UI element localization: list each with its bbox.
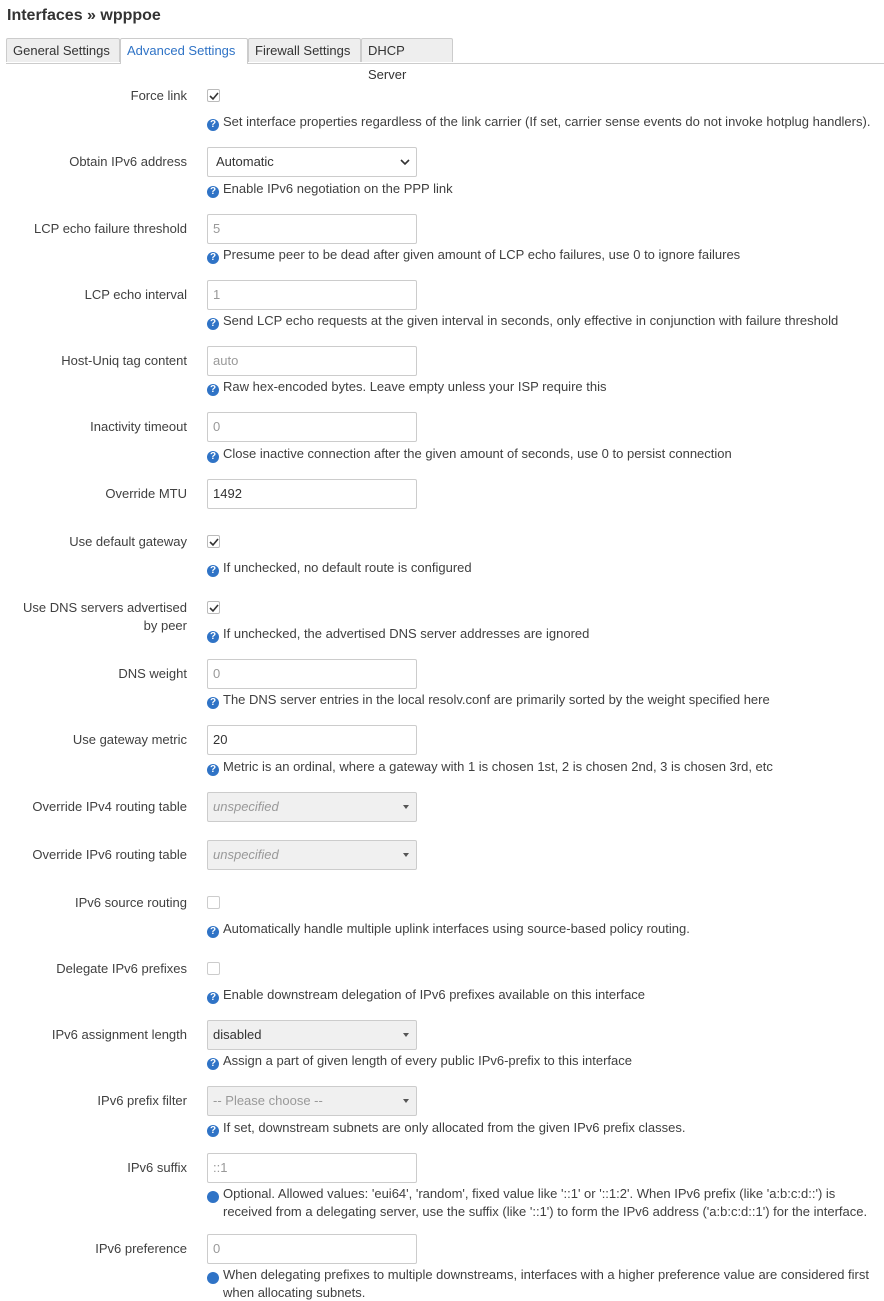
obtain-ipv6-value: Automatic	[216, 154, 274, 169]
ipv6-suffix-input[interactable]	[207, 1153, 417, 1183]
page-title: Interfaces » wpppoe	[7, 7, 161, 24]
gateway-metric-label: Use gateway metric	[72, 732, 187, 747]
question-circle-icon: ?	[207, 764, 219, 776]
ipv6-preference-input[interactable]	[207, 1234, 417, 1264]
default-gateway-checkbox[interactable]	[207, 535, 220, 548]
lcp-interval-input[interactable]	[207, 280, 417, 310]
tab-advanced-settings[interactable]: Advanced Settings	[120, 38, 248, 64]
question-circle-icon: ?	[207, 318, 219, 330]
lcp-interval-placeholder: 1	[213, 287, 221, 302]
ipv6-preference-help	[201, 1266, 883, 1301]
question-circle-icon: ?	[207, 631, 219, 643]
help-text: Enable IPv6 negotiation on the PPP link	[223, 181, 453, 196]
dns-weight-label: DNS weight	[118, 666, 187, 681]
ipv6-table-value: unspecified	[213, 847, 279, 862]
tab-bar	[6, 38, 884, 82]
peer-dns-label: Use DNS servers advertised by peer	[23, 600, 187, 633]
lcp-interval-label: LCP echo interval	[84, 287, 187, 302]
checkmark-icon	[209, 537, 219, 547]
inactivity-placeholder: 0	[213, 419, 221, 434]
force-link-help	[207, 113, 877, 131]
ipv6-preference-label: IPv6 preference	[95, 1241, 187, 1256]
ipv6-source-routing-checkbox[interactable]	[207, 896, 220, 909]
checkmark-icon	[209, 603, 219, 613]
ipv6-source-routing-help	[207, 920, 877, 938]
ipv4-table-dropdown[interactable]	[207, 792, 417, 822]
gateway-metric-value: 20	[213, 732, 228, 747]
assignment-length-help	[207, 1052, 877, 1070]
host-uniq-help	[207, 378, 877, 396]
lcp-interval-help	[207, 312, 877, 330]
ipv6-suffix-help	[201, 1185, 883, 1220]
help-text: Presume peer to be dead after given amount of LCP echo failures, use 0 to ignore failures	[223, 247, 741, 262]
question-circle-icon: ?	[207, 186, 219, 198]
lcp-failure-help	[207, 246, 877, 264]
assignment-length-value: disabled	[213, 1027, 262, 1042]
question-circle-icon: ?	[207, 565, 219, 577]
inactivity-label: Inactivity timeout	[90, 419, 187, 434]
question-circle-icon: ?	[207, 1272, 219, 1284]
tab-general-settings[interactable]: General Settings	[6, 38, 120, 62]
help-text: Automatically handle multiple uplink interfaces using source-based policy routing.	[223, 921, 690, 936]
question-circle-icon: ?	[207, 384, 219, 396]
help-text: Raw hex-encoded bytes. Leave empty unless your ISP require this	[223, 379, 607, 394]
inactivity-input[interactable]	[207, 412, 417, 442]
assignment-length-label: IPv6 assignment length	[51, 1027, 187, 1042]
ipv6-suffix-placeholder: ::1	[213, 1160, 228, 1175]
peer-dns-checkbox[interactable]	[207, 601, 220, 614]
lcp-failure-label: LCP echo failure threshold	[34, 221, 187, 236]
default-gateway-help	[207, 559, 877, 577]
ipv6-table-label: Override IPv6 routing table	[32, 847, 187, 862]
question-circle-icon: ?	[207, 451, 219, 463]
caret-down-icon	[403, 805, 409, 809]
dns-weight-placeholder: 0	[213, 666, 221, 681]
obtain-ipv6-select[interactable]	[207, 147, 417, 177]
question-circle-icon: ?	[207, 697, 219, 709]
help-text: Optional. Allowed values: 'eui64', 'random', fixed value like '::1' or '::1:2'. When IPv6 prefix (like 'a:b:c:d::') is received from a delegating server, use the suffix (like '::1') to form the IPv6 address ('a:b:c:d::1') for the interface.	[223, 1186, 868, 1219]
caret-down-icon	[403, 1033, 409, 1037]
ipv6-preference-placeholder: 0	[213, 1241, 221, 1256]
prefix-filter-help	[207, 1119, 877, 1137]
question-circle-icon: ?	[207, 252, 219, 264]
assignment-length-dropdown[interactable]	[207, 1020, 417, 1050]
question-circle-icon: ?	[207, 119, 219, 131]
host-uniq-placeholder: auto	[213, 353, 239, 368]
ipv4-table-label: Override IPv4 routing table	[32, 799, 187, 814]
prefix-filter-value: -- Please choose --	[213, 1093, 323, 1108]
caret-down-icon	[403, 1099, 409, 1103]
help-text: Metric is an ordinal, where a gateway with 1 is chosen 1st, 2 is chosen 2nd, 3 is chosen 3rd, etc	[223, 759, 773, 774]
mtu-input[interactable]	[207, 479, 417, 509]
help-text: Send LCP echo requests at the given interval in seconds, only effective in conjunction with failure threshold	[223, 313, 839, 328]
peer-dns-help	[207, 625, 877, 643]
help-text: Assign a part of given length of every public IPv6-prefix to this interface	[223, 1053, 632, 1068]
tab-firewall-settings[interactable]: Firewall Settings	[248, 38, 361, 62]
dns-weight-input[interactable]	[207, 659, 417, 689]
gateway-metric-help	[207, 758, 877, 776]
help-text: Close inactive connection after the given amount of seconds, use 0 to persist connection	[223, 446, 732, 461]
mtu-value: 1492	[213, 486, 242, 501]
host-uniq-input[interactable]	[207, 346, 417, 376]
dns-weight-help	[207, 691, 877, 709]
question-circle-icon: ?	[207, 1125, 219, 1137]
help-text: If unchecked, the advertised DNS server addresses are ignored	[223, 626, 590, 641]
ipv6-suffix-label: IPv6 suffix	[127, 1160, 187, 1175]
delegate-prefixes-help	[207, 986, 877, 1004]
prefix-filter-dropdown[interactable]	[207, 1086, 417, 1116]
caret-down-icon	[403, 853, 409, 857]
force-link-checkbox[interactable]	[207, 89, 220, 102]
ipv4-table-value: unspecified	[213, 799, 279, 814]
obtain-ipv6-help	[207, 180, 877, 198]
help-text: Enable downstream delegation of IPv6 prefixes available on this interface	[223, 987, 646, 1002]
help-text: Set interface properties regardless of the link carrier (If set, carrier sense events do not invoke hotplug handlers).	[223, 114, 871, 129]
question-circle-icon: ?	[207, 1058, 219, 1070]
question-circle-icon: ?	[207, 1191, 219, 1203]
ipv6-source-routing-label: IPv6 source routing	[74, 895, 187, 910]
tab-dhcp-server[interactable]: DHCP Server	[361, 38, 453, 62]
help-text: The DNS server entries in the local resolv.conf are primarily sorted by the weight specified here	[223, 692, 770, 707]
mtu-label: Override MTU	[105, 486, 187, 501]
ipv6-table-dropdown[interactable]	[207, 840, 417, 870]
inactivity-help	[207, 445, 877, 463]
question-circle-icon: ?	[207, 926, 219, 938]
help-text: If unchecked, no default route is configured	[223, 560, 472, 575]
force-link-label: Force link	[130, 88, 187, 103]
help-text: When delegating prefixes to multiple downstreams, interfaces with a higher preference value are considered first when allocating subnets.	[223, 1267, 870, 1300]
chevron-down-icon	[400, 157, 410, 167]
lcp-failure-placeholder: 5	[213, 221, 221, 236]
delegate-prefixes-checkbox[interactable]	[207, 962, 220, 975]
question-circle-icon: ?	[207, 992, 219, 1004]
default-gateway-label: Use default gateway	[69, 534, 187, 549]
checkmark-icon	[209, 91, 219, 101]
delegate-prefixes-label: Delegate IPv6 prefixes	[56, 961, 187, 976]
gateway-metric-input[interactable]	[207, 725, 417, 755]
host-uniq-label: Host-Uniq tag content	[61, 353, 187, 368]
lcp-failure-input[interactable]	[207, 214, 417, 244]
help-text: If set, downstream subnets are only allocated from the given IPv6 prefix classes.	[223, 1120, 686, 1135]
obtain-ipv6-label: Obtain IPv6 address	[69, 154, 187, 169]
prefix-filter-label: IPv6 prefix filter	[97, 1093, 187, 1108]
